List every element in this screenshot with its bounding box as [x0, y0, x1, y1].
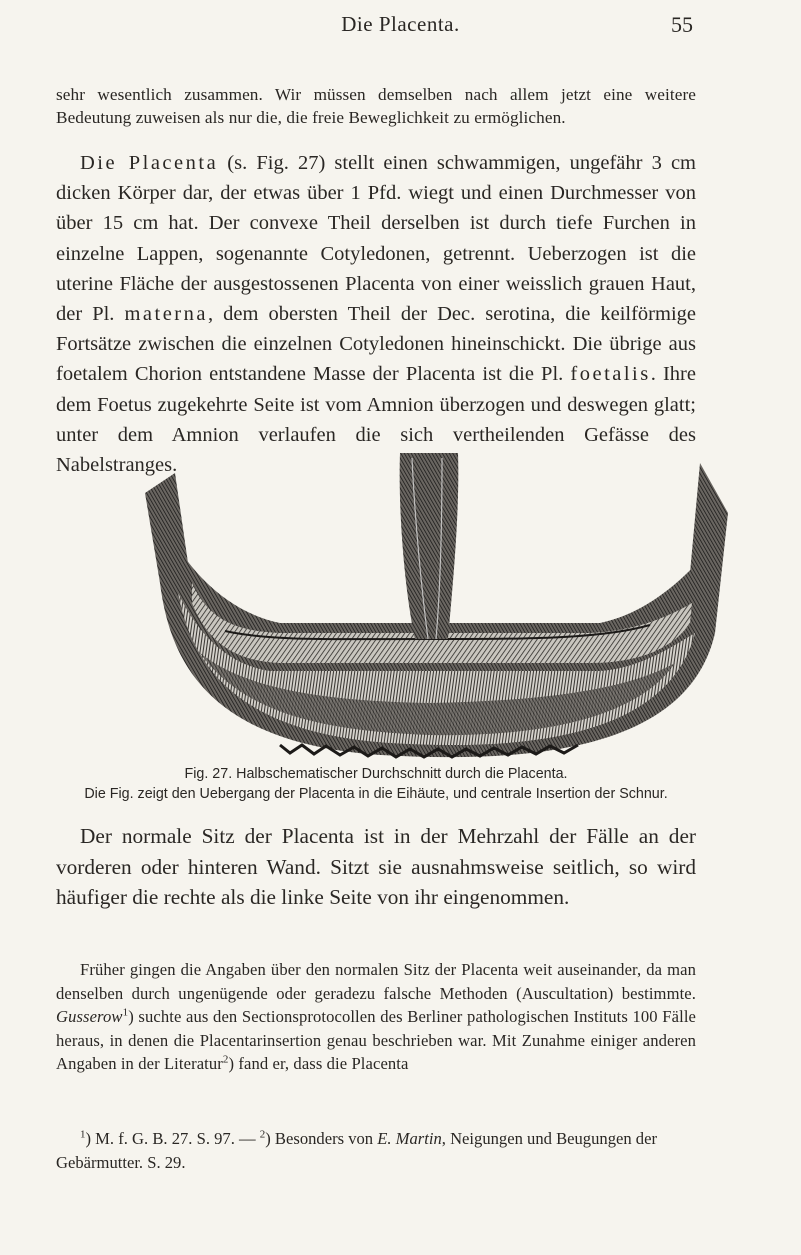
author-martin: E. Martin — [377, 1129, 442, 1148]
footnote-ref-2[interactable]: 2 — [222, 1053, 229, 1066]
figure-caption — [70, 764, 682, 804]
paragraph-text: Der normale Sitz der Placenta ist in der Mehrzahl der Fälle an der vorderen oder hinteren Wand. Sitzt sie ausnahmsweise seitlich, so wird häufiger die rechte als die linke Seite von ihr eingenommen. — [56, 824, 696, 910]
placenta-section-illustration — [130, 453, 730, 763]
footnote-mark-1: 1 — [80, 1128, 86, 1141]
paragraph-text: . Ihre dem Foetus zugekehrte Seite ist vom Amnion überzogen und deswegen glatt; unter dem Amnion verlaufen die sich vertheilenden Gefässe des Nabelstranges. — [56, 363, 696, 477]
footnotes — [56, 1127, 696, 1174]
paragraph-continuation — [56, 83, 696, 129]
footnote-mark-2: 2 — [259, 1128, 266, 1141]
paragraph-history — [56, 958, 696, 1076]
paragraph-normal-site — [56, 821, 696, 913]
footnote-2-text: ) Besonders von — [265, 1129, 378, 1148]
umbilical-cord — [400, 453, 459, 639]
left-membrane — [145, 473, 188, 583]
term-foetalis: foetalis — [570, 363, 651, 386]
footnote-1-text: ) M. f. G. B. 27. S. 97. — — [85, 1129, 260, 1148]
term-placenta: Die Placenta — [80, 152, 219, 174]
footnote-ref-1[interactable]: 1 — [122, 1006, 129, 1019]
footnote-2-text: , Neigungen und Beugungen der Gebärmutter. S. 29. — [56, 1129, 657, 1172]
paragraph-text: sehr wesentlich zusammen. Wir müssen demselben nach allem jetzt eine weitere Bedeutung zuweisen als nur die, die freie Beweglichkeit zu ermöglichen. — [56, 85, 696, 127]
paragraph-placenta-description — [56, 148, 696, 480]
caption-text: Die Fig. zeigt den Uebergang der Placenta in die Eihäute, und centrale Insertion der Schnur. — [84, 786, 668, 802]
caption-title: Fig. 27. Halbschematischer Durchschnitt durch die Placenta. — [184, 766, 568, 782]
paragraph-text: ) fand er, dass die Placenta — [228, 1054, 409, 1073]
paragraph-text: Früher gingen die Angaben über den normalen Sitz der Placenta weit auseinander, da man denselben durch ungenügende oder geradezu falsche Methoden (Auscultation) bestimmte. — [56, 960, 696, 1003]
placenta-section-drawing — [130, 453, 730, 763]
running-header — [0, 12, 801, 40]
page-number: 55 — [671, 12, 693, 37]
running-title: Die Placenta. — [341, 12, 460, 36]
paragraph-text: (s. Fig. 27) stellt einen schwammigen, ungefähr 3 cm dicken Körper dar, der etwas über 1 Pfd. wiegt und einen Durchmesser von über 15 cm hat. Der convexe Theil derselben ist durch tiefe Furchen in einzelne Lappen, sogenannte Cotyledonen, getrennt. Ueberzogen ist die uterine Fläche der ausgestossenen Placenta von einer weisslich grauen Haut, der Pl. — [56, 152, 696, 326]
paragraph-text: ) suchte aus den Sectionsprotocollen des Berliner pathologischen Instituts 100 Fälle heraus, in denen die Placentarinsertion genau beschrieben war. Mit Zunahme einiger anderen Angaben in der Literatur — [56, 1007, 696, 1073]
paragraph-text: , dem obersten Theil der Dec. serotina, die keilförmige Fortsätze zwischen die einzelnen Cotyledonen hineinschickt. Die übrige aus foetalem Chorion entstandene Masse der Placenta ist die Pl. — [56, 303, 696, 386]
term-materna: materna — [124, 303, 208, 326]
author-gusserow: Gusserow — [56, 1007, 123, 1026]
